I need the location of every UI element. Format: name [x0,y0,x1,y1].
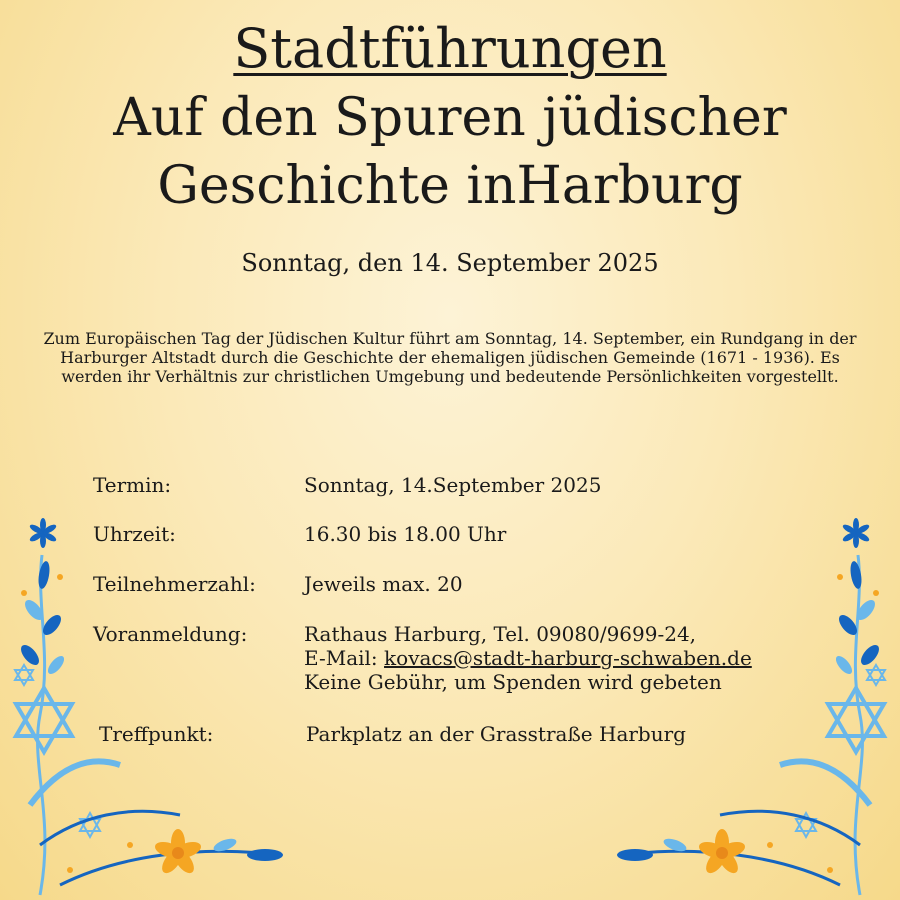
title-line-3: Geschichte inHarburg [157,156,743,216]
email-link[interactable]: kovacs@stadt-harburg-schwaben.de [384,646,752,670]
treffpunkt-value: Parkplatz an der Grasstraße Harburg [306,722,686,746]
voranmeldung-fee: Keine Gebühr, um Spenden wird gebeten [304,670,722,694]
teilnehmer-label: Teilnehmerzahl: [93,572,256,596]
title-line-1: Stadtführungen [233,17,667,80]
intro-paragraph: Zum Europäischen Tag der Jüdischen Kultur führt am Sonntag, 14. September, ein Rundgang in der Harburger Altstadt durch die Geschichte der ehemaligen jüdischen Gemeinde (1671 - 1936). Es werden ihr Verhältnis zur christlichen Umgebung und bedeutende Persönlichkeiten vorgestellt. [43,329,857,386]
title-line-2: Auf den Spuren jüdischer [113,88,787,148]
flower-icon [153,829,203,877]
uhrzeit-value: 16.30 bis 18.00 Uhr [304,522,507,546]
snowflake-flower-icon [29,518,58,548]
teilnehmer-value: Jeweils max. 20 [304,572,463,596]
termin-label: Termin: [93,473,172,497]
voranmeldung-label: Voranmeldung: [93,622,248,646]
email-prefix: E-Mail: [304,646,385,670]
voranmeldung-phone: Rathaus Harburg, Tel. 09080/9699-24, [304,622,697,646]
left-floral-decoration [0,515,290,900]
star-of-david-icon [15,665,33,685]
event-date: Sonntag, den 14. September 2025 [241,249,659,277]
snowflake-flower-icon [842,518,871,548]
termin-value: Sonntag, 14.September 2025 [304,473,602,497]
flower-icon [697,829,747,877]
treffpunkt-label: Treffpunkt: [99,722,214,746]
star-of-david-icon [867,665,885,685]
right-floral-decoration [610,515,900,900]
uhrzeit-label: Uhrzeit: [93,522,176,546]
